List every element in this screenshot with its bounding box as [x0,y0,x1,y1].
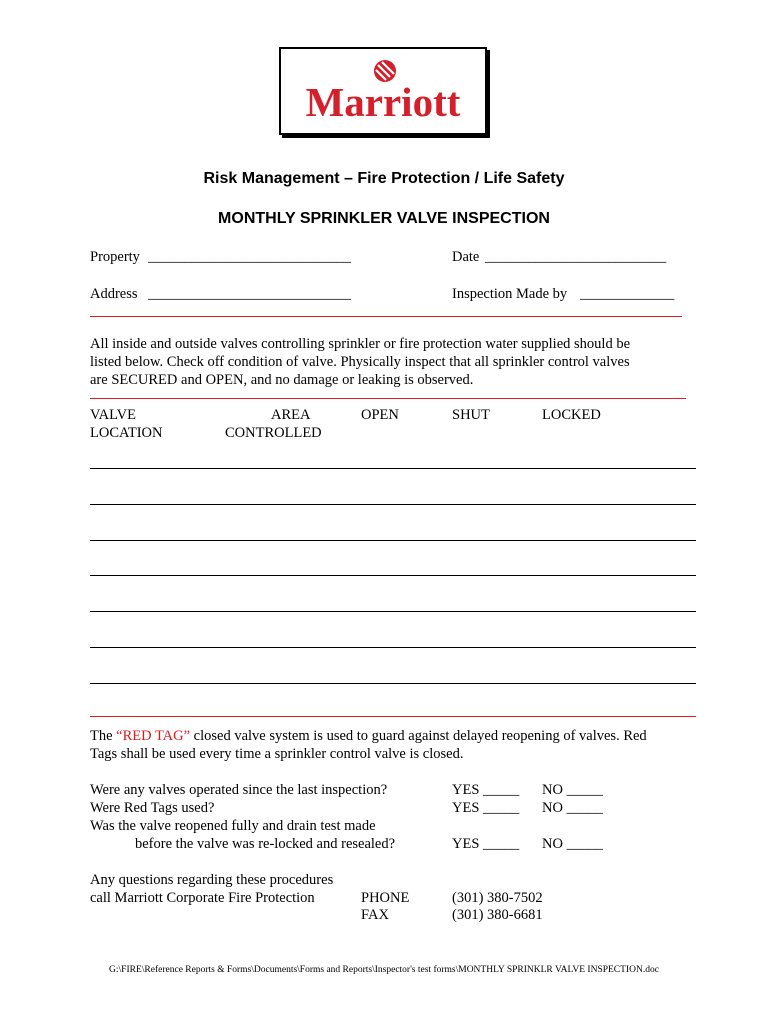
table-row-line[interactable] [90,611,696,612]
q3-no[interactable]: NO _____ [542,836,603,852]
col-open: OPEN [361,407,399,423]
question-reopened-line-1: Was the valve reopened fully and drain test made [90,818,376,834]
address-field[interactable]: ____________________________ [148,286,351,302]
table-row-line[interactable] [90,683,696,684]
question-reopened-line-2: before the valve was re-locked and resealed? [135,836,396,852]
q2-no[interactable]: NO _____ [542,800,603,816]
date-label: Date [452,249,480,265]
fax-number: (301) 380-6681 [452,907,543,923]
q2-yes[interactable]: YES _____ [452,800,520,816]
col-shut: SHUT [452,407,490,423]
phone-number: (301) 380-7502 [452,890,543,906]
instructions-line-2: listed below. Check off condition of valve. Physically inspect that all sprinkler control valves [90,354,630,370]
inspector-label: Inspection Made by [452,286,568,302]
table-row-line[interactable] [90,540,696,541]
col-area-2: CONTROLLED [225,425,322,441]
divider [90,316,682,317]
divider [90,716,696,717]
q3-yes[interactable]: YES _____ [452,836,520,852]
q1-no[interactable]: NO _____ [542,782,603,798]
instructions-line-3: are SECURED and OPEN, and no damage or leaking is observed. [90,372,474,388]
q1-yes[interactable]: YES _____ [452,782,520,798]
table-row-line[interactable] [90,504,696,505]
document-path-footer: G:\FIRE\Reference Reports & Forms\Documents\Forms and Reports\Inspector's test forms\MONTHLY SPRINKLR VALVE INSPECTION.doc [109,965,659,975]
inspector-field[interactable]: _____________ [580,286,675,302]
red-tag-line-2: Tags shall be used every time a sprinkler control valve is closed. [90,746,464,762]
col-locked: LOCKED [542,407,601,423]
property-label: Property [90,249,140,265]
department-title: Risk Management – Fire Protection / Life Safety [203,170,565,187]
red-tag-label: “RED TAG” [116,728,191,744]
date-field[interactable]: _________________________ [485,249,667,265]
phone-label: PHONE [361,890,410,906]
instructions-line-1: All inside and outside valves controlling sprinkler or fire protection water supplied should be [90,336,631,352]
logo-wordmark: Marriott [305,79,461,125]
question-red-tags-used: Were Red Tags used? [90,800,215,816]
red-tag-line-1 [90,727,647,745]
question-valves-operated: Were any valves operated since the last inspection? [90,782,388,798]
contact-line-1: Any questions regarding these procedures [90,872,334,888]
property-field[interactable]: ____________________________ [148,249,351,265]
divider [90,398,686,399]
table-row-line[interactable] [90,647,696,648]
col-valve-1: VALVE [90,407,136,423]
col-area-1: AREA [271,407,311,423]
fax-label: FAX [361,907,389,923]
contact-line-2: call Marriott Corporate Fire Protection [90,890,315,906]
red-tag-rest: closed valve system is used to guard against delayed reopening of valves. Red [190,728,647,744]
table-row-line[interactable] [90,468,696,469]
marriott-logo [279,47,487,135]
form-title: MONTHLY SPRINKLER VALVE INSPECTION [218,210,550,227]
red-tag-prefix: The [90,728,117,744]
table-row-line[interactable] [90,575,696,576]
col-valve-2: LOCATION [90,425,163,441]
marriott-logo-graphic [281,49,485,133]
address-label: Address [90,286,138,302]
